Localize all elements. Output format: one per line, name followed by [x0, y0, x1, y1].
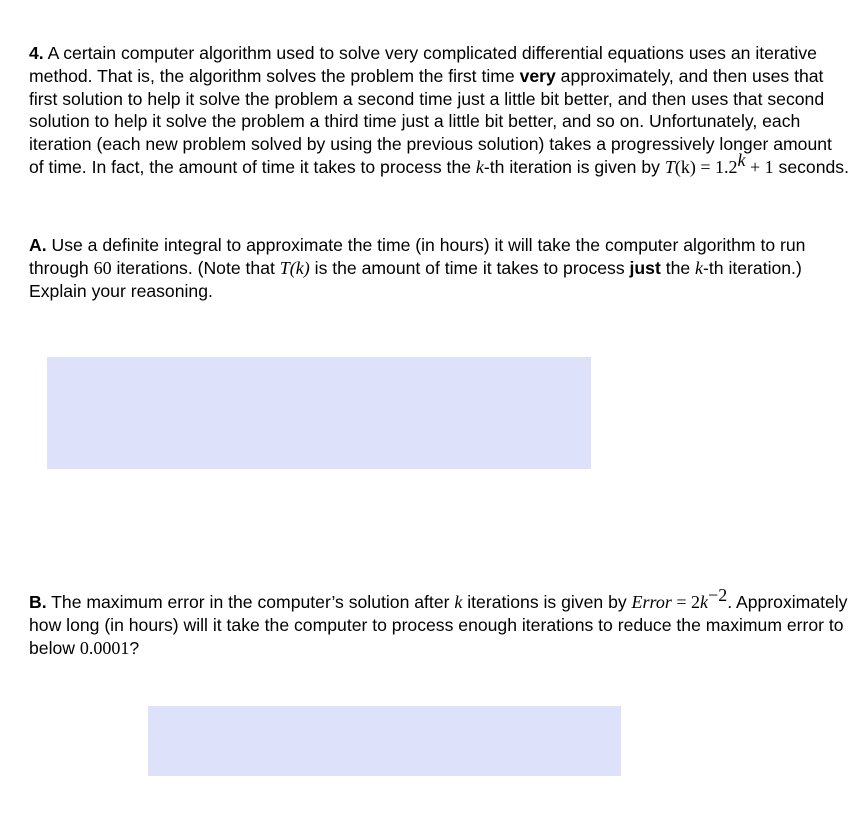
k-variable: k	[695, 257, 704, 278]
error-word: Error	[631, 592, 672, 612]
part-a-text-2: iterations. (Note that	[111, 257, 280, 278]
emphasis-very: very	[519, 65, 556, 86]
error-threshold: 0.0001	[79, 637, 130, 658]
part-a-label: A.	[29, 235, 47, 255]
error-k: k	[700, 592, 709, 612]
T-of-k: T(k)	[279, 257, 310, 278]
k-variable: k	[454, 592, 463, 612]
formula-base: = 1.2	[695, 156, 738, 177]
formula-k-paren: (k)	[674, 156, 696, 177]
problem-4-text	[29, 42, 849, 179]
problem-text-1: A certain computer algorithm used to solve very complicated differential equations uses an iterative method. That is, the algorithm solves the problem the first time	[29, 43, 817, 86]
part-b-text-2: iterations is given by	[462, 592, 632, 612]
formula-tail: + 1	[745, 156, 774, 177]
problem-text-2: approximately, and then uses that first solution to help it solve the problem a second time just a little bit better, and then uses that second solution to help it solve the problem a third time just a little bit better, and so on. Unfortunately, each iteration (each new problem solved by using the previous solution) takes a progressively longer amount of time. In fact, the amount of time it takes to process the	[29, 65, 832, 177]
part-a-text-4: the	[660, 257, 696, 278]
part-b-text-1: The maximum error in the computer’s solution after	[46, 592, 455, 612]
part-a-text-1: Use a definite integral to approximate the time (in hours) it will take the computer algorithm to run through	[29, 235, 806, 278]
part-b-text-4: ?	[129, 637, 140, 658]
part-b-text-3: . Approximately how long (in hours) will it take the computer to process enough iterations to reduce the maximum error to below	[29, 592, 848, 658]
problem-text-4: seconds.	[773, 156, 849, 177]
emphasis-just: just	[629, 257, 661, 278]
part-b-text	[29, 585, 849, 659]
problem-text-3: -th iteration is given by	[483, 156, 665, 177]
formula-T: T	[664, 156, 675, 177]
part-a-text	[29, 234, 829, 302]
problem-number: 4.	[29, 43, 44, 63]
part-b-label: B.	[29, 592, 47, 612]
part-a-text-3: is the amount of time it takes to process	[309, 257, 630, 278]
error-eq: = 2	[671, 592, 701, 612]
part-a-text-5: -th iteration.) Explain your reasoning.	[29, 257, 802, 301]
error-exponent: −2	[708, 585, 728, 605]
answer-box-b[interactable]	[148, 706, 621, 776]
answer-box-a[interactable]	[47, 357, 591, 469]
iterations-count: 60	[93, 257, 112, 278]
k-variable: k	[475, 156, 484, 177]
formula-exponent: k	[737, 149, 746, 170]
